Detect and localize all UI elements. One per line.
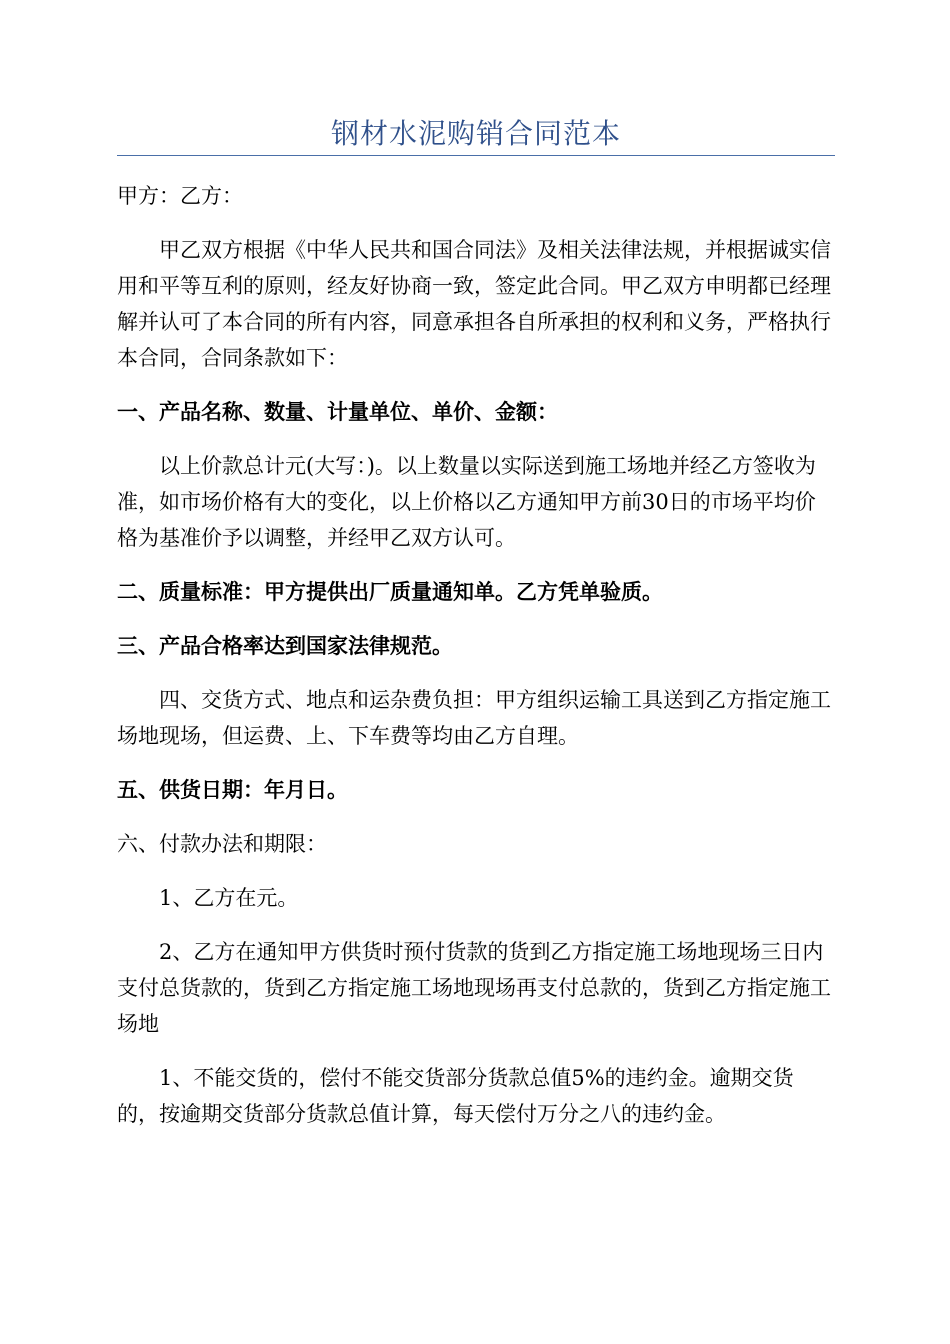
clause-3-heading: 三、产品合格率达到国家法律规范。 [117, 634, 453, 658]
penalty-item-1: 1、不能交货的，偿付不能交货部分货款总值5%的违约金。逾期交货的，按逾期交货部分货款总值计算，每天偿付万分之八的违约金。 [117, 1066, 794, 1126]
clause-6-item-1: 1、乙方在元。 [159, 886, 299, 910]
parties-line: 甲方：乙方： [117, 184, 243, 208]
clause-6-item-2: 2、乙方在通知甲方供货时预付货款的货到乙方指定施工场地现场三日内支付总货款的，货到乙方指定施工场地现场再支付总款的，货到乙方指定施工场地 [117, 940, 831, 1036]
clause-5-heading: 五、供货日期：年月日。 [117, 778, 348, 802]
clause-1-price-paragraph: 以上价款总计元(大写：)。以上数量以实际送到施工场地并经乙方签收为准，如市场价格有大的变化，以上价格以乙方通知甲方前30日的市场平均价格为基准价予以调整，并经甲乙双方认可。 [117, 454, 816, 550]
clause-4-paragraph: 四、交货方式、地点和运杂费负担：甲方组织运输工具送到乙方指定施工场地现场，但运费、上、下车费等均由乙方自理。 [117, 688, 831, 748]
document-title: 钢材水泥购销合同范本 [330, 117, 621, 150]
clause-1-heading: 一、产品名称、数量、计量单位、单价、金额： [117, 400, 558, 424]
clause-6-heading: 六、付款办法和期限： [117, 832, 327, 856]
preamble-paragraph: 甲乙双方根据《中华人民共和国合同法》及相关法律法规，并根据诚实信用和平等互利的原则，经友好协商一致，签定此合同。甲乙双方申明都已经理解并认可了本合同的所有内容，同意承担各自所承担的权利和义务，严格执行本合同，合同条款如下： [117, 238, 831, 370]
clause-2-heading: 二、质量标准：甲方提供出厂质量通知单。乙方凭单验质。 [117, 580, 663, 604]
title-underline [117, 155, 835, 156]
document-body [117, 178, 835, 1132]
